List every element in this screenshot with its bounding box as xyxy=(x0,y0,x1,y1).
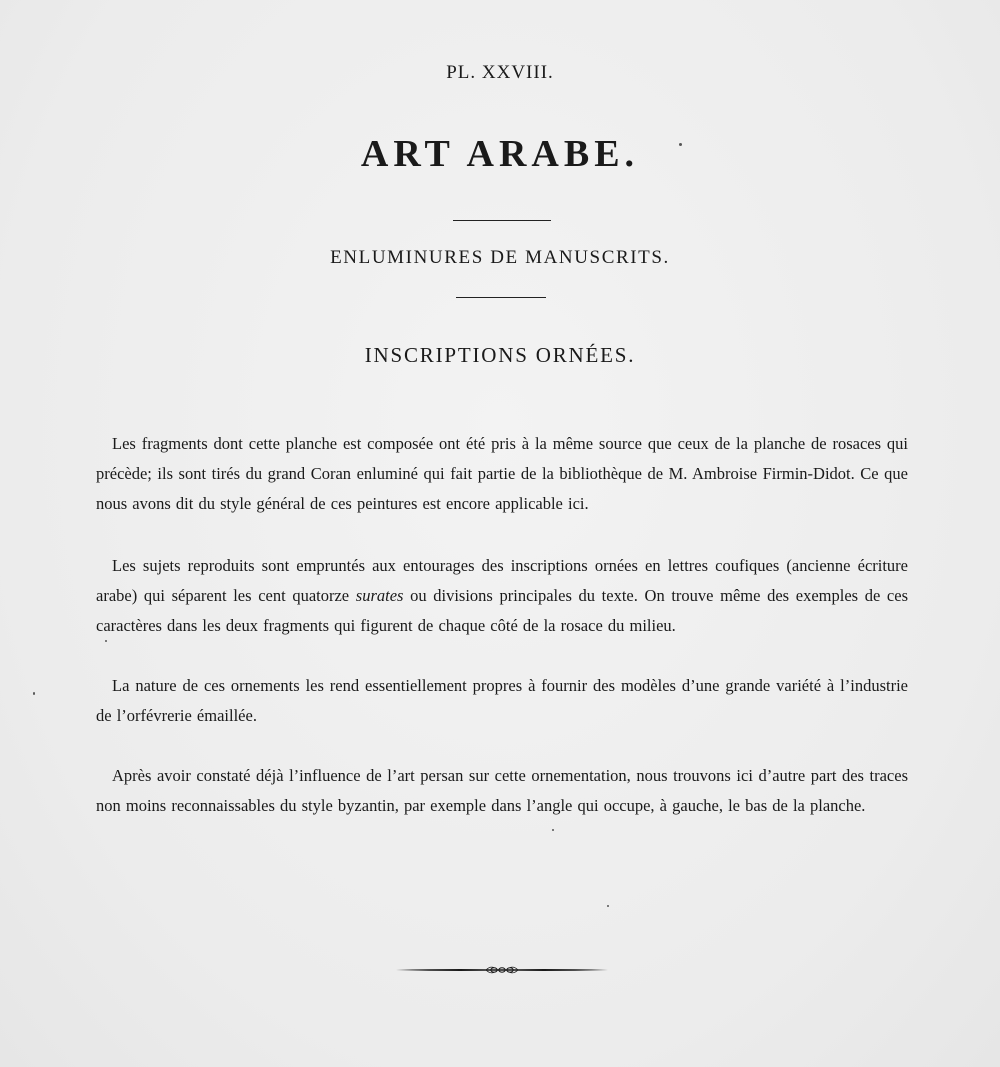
paper-speck xyxy=(105,640,107,642)
paragraph-2-text-start: Les sujets reproduits sont empruntés aux entourages des inscriptions ornées en lettres coufiques (ancienne écriture arabe) qui séparent les cent quatorze xyxy=(96,555,908,605)
paper-speck xyxy=(33,692,35,695)
divider-rule-top xyxy=(453,220,551,221)
divider-rule-bottom xyxy=(456,297,546,298)
paper-speck xyxy=(607,905,609,907)
plate-number: PL. XXVIII. xyxy=(446,62,554,83)
paper-speck xyxy=(552,829,554,831)
section-title: INSCRIPTIONS ORNÉES. xyxy=(364,343,636,367)
paragraph-3: La nature de ces ornements les rend essentiellement propres à fournir des modèles d’une grande variété à l’industrie de l’orfévrerie émaillée. xyxy=(96,675,908,725)
fleuron-ornament-icon xyxy=(394,962,610,978)
paragraph-2-text-end: ou divisions principales du texte. On trouve même des exemples de ces caractères dans les deux fragments qui figurent de chaque côté de la rosace du milieu. xyxy=(96,585,908,635)
paragraph-4: Après avoir constaté déjà l’influence de l’art persan sur cette ornementation, nous trouvons ici d’autre part des traces non moins reconnaissables du style byzantin, par exemple dans l’angle qui occupe, à gauche, le bas de la planche. xyxy=(96,765,908,815)
paragraph-1: Les fragments dont cette planche est composée ont été pris à la même source que ceux de la planche de rosaces qui précède; ils sont tirés du grand Coran enluminé qui fait partie de la bibliothèque de M. Ambroise Firmin-Didot. Ce que nous avons dit du style général de ces peintures est encore applicable ici. xyxy=(96,433,908,513)
paragraph-2 xyxy=(96,551,908,641)
paper-speck xyxy=(679,143,682,146)
paragraph-2-italic-term: surates xyxy=(355,585,404,605)
subtitle: ENLUMINURES DE MANUSCRITS. xyxy=(330,247,670,268)
page-title: ART ARABE. xyxy=(360,133,640,175)
